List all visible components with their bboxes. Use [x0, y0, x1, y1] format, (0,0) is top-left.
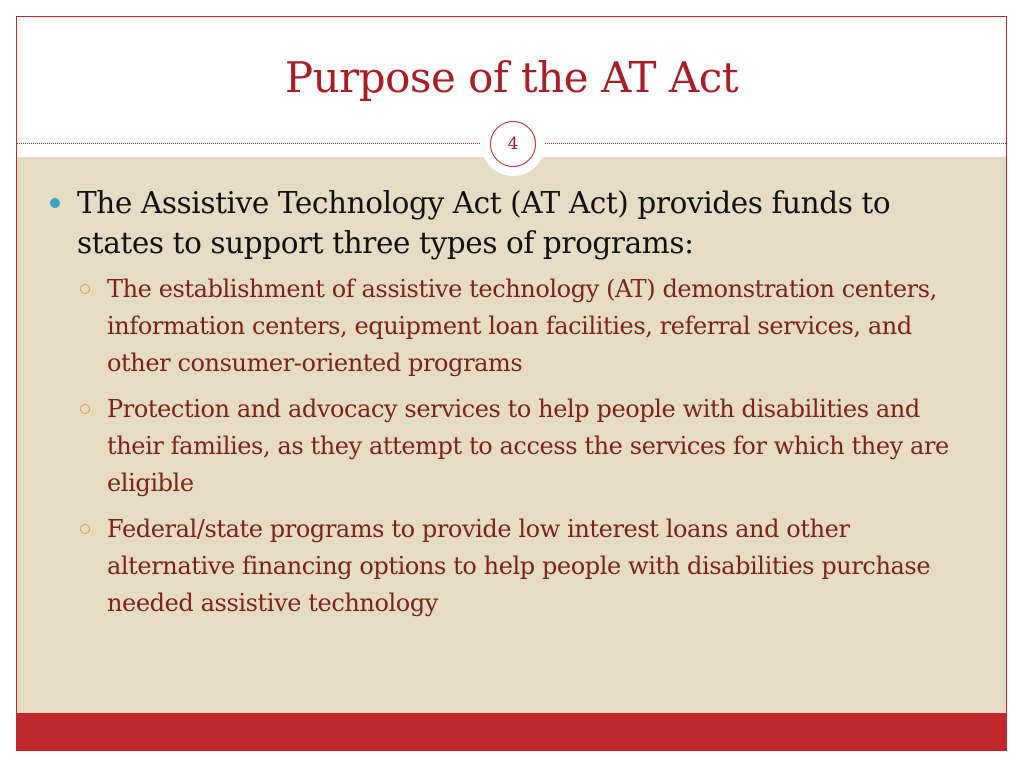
sub-bullet-list: [77, 271, 977, 622]
hollow-circle-bullet-icon: [80, 524, 90, 534]
sub-bullet-item: [77, 391, 977, 502]
page-number-badge: [481, 112, 545, 176]
sub-bullet-text: The establishment of assistive technology (AT) demonstration centers, information centers, equipment loan facilities, referral services, and other consumer-oriented programs: [107, 275, 937, 377]
bullet-dot-icon: [50, 198, 60, 208]
footer-bar: [17, 713, 1006, 750]
slide-title: Purpose of the AT Act: [284, 53, 739, 102]
sub-bullet-text: Federal/state programs to provide low interest loans and other alternative financing options to help people with disabilities purchase needed assistive technology: [107, 515, 931, 617]
sub-bullet-item: [77, 271, 977, 382]
sub-bullet-item: [77, 511, 977, 622]
page-number: 4: [490, 121, 536, 167]
sub-bullet-text: Protection and advocacy services to help people with disabilities and their families, as they attempt to access the services for which they are eligible: [107, 395, 949, 497]
main-bullet-text: The Assistive Technology Act (AT Act) provides funds to states to support three types of programs:: [77, 186, 891, 260]
slide: [16, 16, 1007, 751]
main-bullet: [47, 183, 977, 622]
hollow-circle-bullet-icon: [80, 404, 90, 414]
hollow-circle-bullet-icon: [80, 284, 90, 294]
bullet-list: [47, 183, 977, 631]
